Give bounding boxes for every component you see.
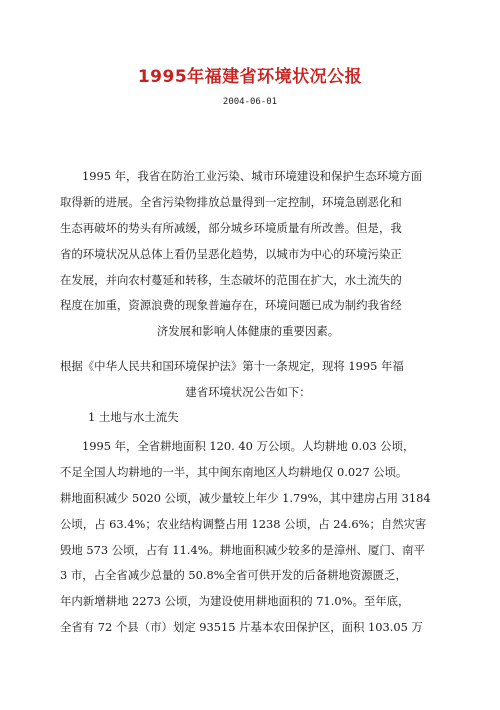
text-line: 耕地面积减少 5020 公顷，减少量较上年少 1.79%，其中建房占用 3184 <box>60 490 431 505</box>
text-line: 省的环境状况从总体上看仍呈恶化趋势，以城市为中心的环境污染正 <box>60 246 402 261</box>
text-line: 公顷，占 63.4%；农业结构调整占用 1238 公顷，占 24.6%；自然灾害 <box>60 516 427 531</box>
text-line: 毁地 573 公顷，占有 11.4%。耕地面积减少较多的是漳州、厦门、南平 <box>60 542 425 557</box>
text-line: 3 市，占全省减少总量的 50.8%全省可供开发的后备耕地资源匮乏， <box>60 568 407 583</box>
text-line: 年内新增耕地 2273 公顷，为建设使用耕地面积的 71.0%。至年底， <box>60 594 410 609</box>
text-line: 全省有 72 个县（市）划定 93515 片基本农田保护区，面积 103.05 万 <box>60 620 423 635</box>
text-line: 建省环境状况公告如下： <box>185 384 311 399</box>
text-line: 生态再破坏的势头有所减缓，部分城乡环境质量有所改善。但是，我 <box>60 220 402 235</box>
land-section-paragraph <box>60 434 436 641</box>
text-line: 济发展和影响人体健康的重要因素。 <box>156 324 340 339</box>
text-line: 根据《中华人民共和国环境保护法》第十一条规定，现将 1995 年福 <box>60 359 404 373</box>
text-line: 在发展，并向农村蔓延和转移，生态破坏的范围在扩大，水土流失的 <box>60 272 402 287</box>
text-line: 取得新的进展。全省污染物排放总量得到一定控制，环境急剧恶化和 <box>60 194 402 209</box>
document-title: 1995年福建省环境状况公报 <box>137 67 363 87</box>
text-line: 程度在加重，资源浪费的现象普遍存在，环境问题已成为制约我省经 <box>60 298 402 313</box>
text-line: 不足全国人均耕地的一半，其中闽东南地区人均耕地仅 0.027 公顷。 <box>60 464 408 479</box>
text-line: 1995 年，全省耕地面积 120. 40 万公顷。人均耕地 0.03 公顷， <box>82 439 415 453</box>
publish-date: 2004-06-01 <box>222 97 278 107</box>
basis-paragraph <box>60 354 436 406</box>
intro-paragraph <box>60 164 436 345</box>
section-heading: 1 土地与水土流失 <box>88 410 179 424</box>
text-line: 1995 年，我省在防治工业污染、城市环境建设和保护生态环境方面 <box>82 169 423 183</box>
